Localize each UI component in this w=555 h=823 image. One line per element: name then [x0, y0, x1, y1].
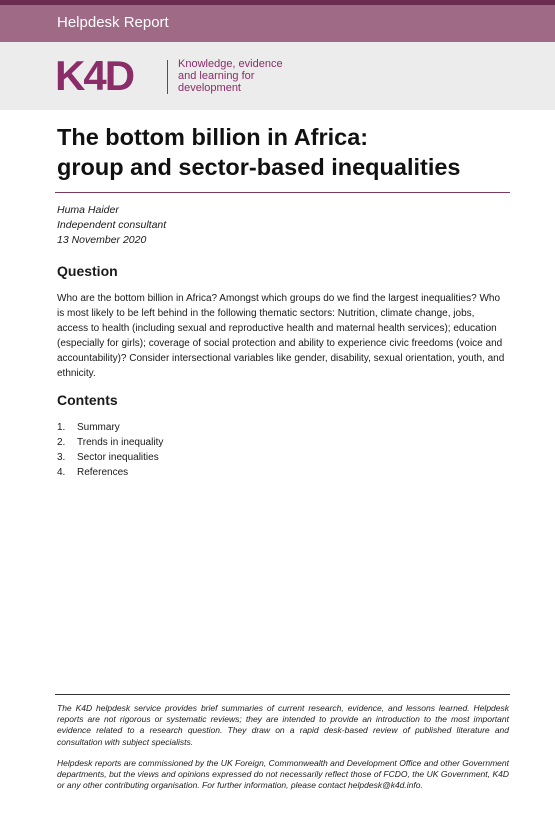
- author-block: [57, 203, 166, 248]
- page-title: [57, 122, 527, 182]
- contents-item-label: References: [77, 467, 129, 478]
- contents-item: [57, 465, 163, 480]
- logo-tagline: [178, 58, 283, 94]
- contents-item-number: 2.: [57, 437, 66, 448]
- tagline-line: Knowledge, evidence: [178, 58, 283, 70]
- report-date: 13 November 2020: [57, 234, 147, 246]
- title-divider: [55, 192, 510, 193]
- footer-divider: [55, 694, 510, 695]
- contents-item-label: Trends in inequality: [77, 437, 164, 448]
- author-role: Independent consultant: [57, 219, 167, 231]
- title-line: group and sector-based inequalities: [57, 154, 461, 180]
- contents-item-label: Summary: [77, 422, 120, 433]
- contents-item-number: 3.: [57, 452, 66, 463]
- contents-item-number: 4.: [57, 467, 66, 478]
- contents-item-label: Sector inequalities: [77, 452, 159, 463]
- footer-disclaimer-1: The K4D helpdesk service provides brief summaries of current research, evidence, and lessons learned. Helpdesk reports are not rigorous or systematic reviews; they are intended to provide an introduction to the most important evidence related to a research question. They draw on a rapid desk-based review of published literature and consultation with subject specialists.: [57, 703, 509, 747]
- question-heading: Question: [57, 263, 118, 279]
- question-text: Who are the bottom billion in Africa? Amongst which groups do we find the largest inequalities? Who is most likely to be left behind in the following thematic sectors: Nutrition, climate change, jobs, access to health (including sexual and reproductive health and maternal health services); education (especially for girls); coverage of social protection and ability to experience civic freedoms (voice and accountability)? Consider intersectional variables like gender, disability, sexual orientation, youth, and ethnicity.: [57, 293, 505, 379]
- k4d-logo: K4D: [55, 52, 134, 99]
- contents-list: [57, 420, 163, 480]
- contents-item: [57, 435, 163, 450]
- logo-divider: [167, 60, 168, 94]
- contents-item: [57, 420, 163, 435]
- header-bar: [0, 0, 555, 42]
- report-type-label: Helpdesk Report: [57, 14, 169, 31]
- title-line: The bottom billion in Africa:: [57, 124, 369, 150]
- contents-item: [57, 450, 163, 465]
- footer-disclaimer-2: Helpdesk reports are commissioned by the UK Foreign, Commonwealth and Development Office and other Government departments, but the views and opinions expressed do not necessarily reflect those of FCDO, the UK Government, K4D or any other contributing organisation. For further information, please contact helpdesk@k4d.info.: [57, 758, 509, 791]
- tagline-line: and learning for: [178, 70, 255, 82]
- author-name: Huma Haider: [57, 204, 119, 216]
- header-top-rule: [0, 0, 555, 5]
- tagline-line: development: [178, 82, 241, 94]
- contents-item-number: 1.: [57, 422, 66, 433]
- contents-heading: Contents: [57, 392, 118, 408]
